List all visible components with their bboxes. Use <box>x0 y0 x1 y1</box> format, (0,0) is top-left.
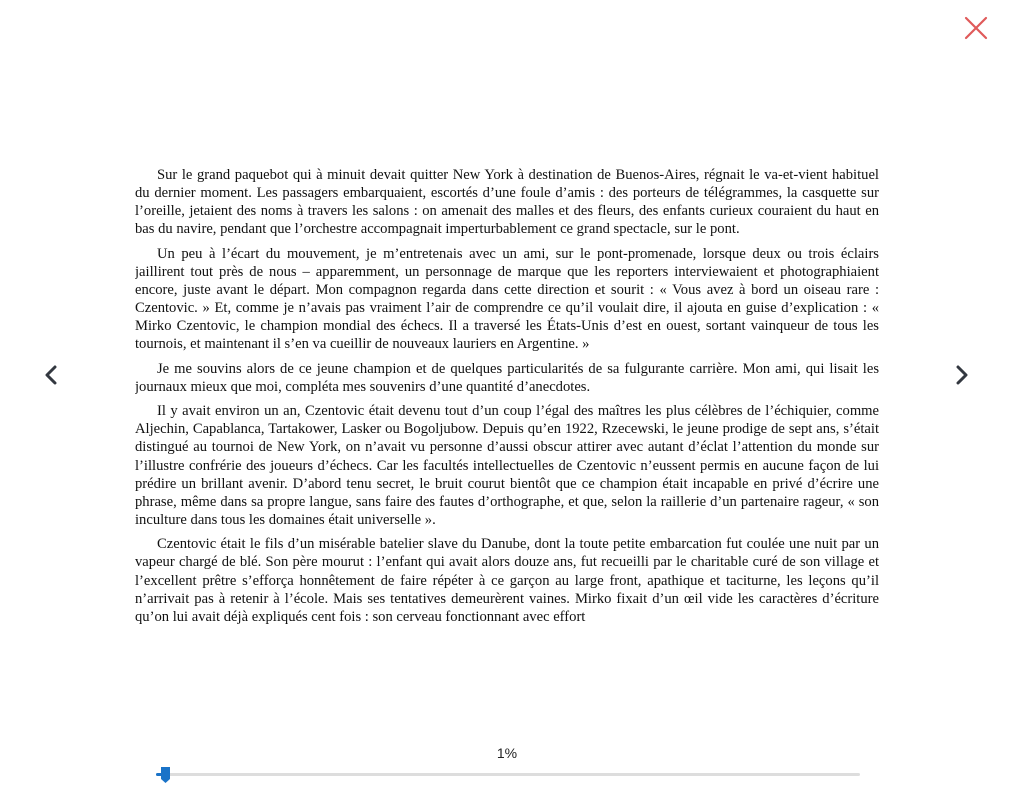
paragraph: Je me souvins alors de ce jeune champion et de quelques particularités de sa fulgurante carrière. Mon ami, qui lisait les journaux mieux que moi, compléta mes souvenirs d’une quantité d’anecdotes. <box>135 360 879 395</box>
paragraph: Sur le grand paquebot qui à minuit devait quitter New York à destination de Buenos-Aires, régnait le va-et-vient habituel du dernier moment. Les passagers embarquaient, escortés d’une foule d’amis : des porteurs de télégrammes, la casquette sur l’oreille, jetaient des noms à travers les salons : on amenait des malles et des fleurs, des enfants curieux couraient du haut en bas du navire, pendant que l’orchestre accompagnait imperturbablement ce grand spectacle, sur le pont. <box>135 167 879 238</box>
chevron-left-icon <box>37 360 67 390</box>
next-page-button[interactable] <box>946 360 976 390</box>
progress-slider-track[interactable] <box>156 773 860 776</box>
previous-page-button[interactable] <box>37 360 67 390</box>
progress-slider-handle[interactable] <box>160 766 171 784</box>
slider-handle-icon <box>160 766 171 784</box>
close-icon <box>960 12 992 44</box>
chevron-right-icon <box>946 360 976 390</box>
progress-percent: 1% <box>496 745 518 761</box>
paragraph: Il y avait environ un an, Czentovic était devenu tout d’un coup l’égal des maîtres les plus célèbres de l’échiquier, comme Aljechin, Capablanca, Tartakower, Lasker ou Bogoljubow. Depuis qu’en 1922, Rzecewski, le jeune prodige de sept ans, s’était distingué au tournoi de New York, on n’avait vu personne d’aussi obscur attirer avec autant d’éclat l’attention du monde sur l’illustre confrérie des joueurs d’échecs. Car les facultés intellectuelles de Czentovic n’eussent permis en aucune façon de lui prédire un brillant avenir. D’abord tenu secret, le bruit courut bientôt que ce champion était incapable en privé d’écrire une phrase, même dans sa propre langue, sans faire des fautes d’orthographe, et que, selon la raillerie d’un partenaire rageur, « son inculture dans tous les domaines était universelle ». <box>135 403 879 528</box>
book-page <box>135 166 879 678</box>
paragraph: Un peu à l’écart du mouvement, je m’entretenais avec un ami, sur le pont-promenade, lorsque deux ou trois éclairs jaillirent tout près de nous – apparemment, un personnage de marque que les reporters interviewaient et photographiaient encore, juste avant le départ. Mon compagnon regarda dans cette direction et sourit : « Vous avez à bord un oiseau rare : Czentovic. » Et, comme je n’avais pas vraiment l’air de comprendre ce qu’il voulait dire, il ajouta en guise d’explication : « Mirko Czentovic, le champion mondial des échecs. Il a traversé les États-Unis d’est en ouest, sortant vainqueur de tous les tournois, et maintenant il s’en va cueillir de nouveaux lauriers en Argentine. » <box>135 245 879 353</box>
paragraph: Czentovic était le fils d’un misérable batelier slave du Danube, dont la toute petite embarcation fut coulée une nuit par un vapeur chargé de blé. Son père mourut : l’enfant qui avait alors douze ans, fut recueilli par le charitable curé de son village et l’excellent prêtre s’efforça honnêtement de faire répéter à ce garçon au large front, apathique et taciturne, les leçons qu’il n’arrivait pas à retenir à l’école. Mais ses tentatives demeurèrent vaines. Mirko fixait d’un œil vide les caractères d’écriture qu’on lui avait déjà expliqués cent fois : son cerveau fonctionnant avec effort <box>135 536 879 625</box>
close-button[interactable] <box>960 12 992 44</box>
